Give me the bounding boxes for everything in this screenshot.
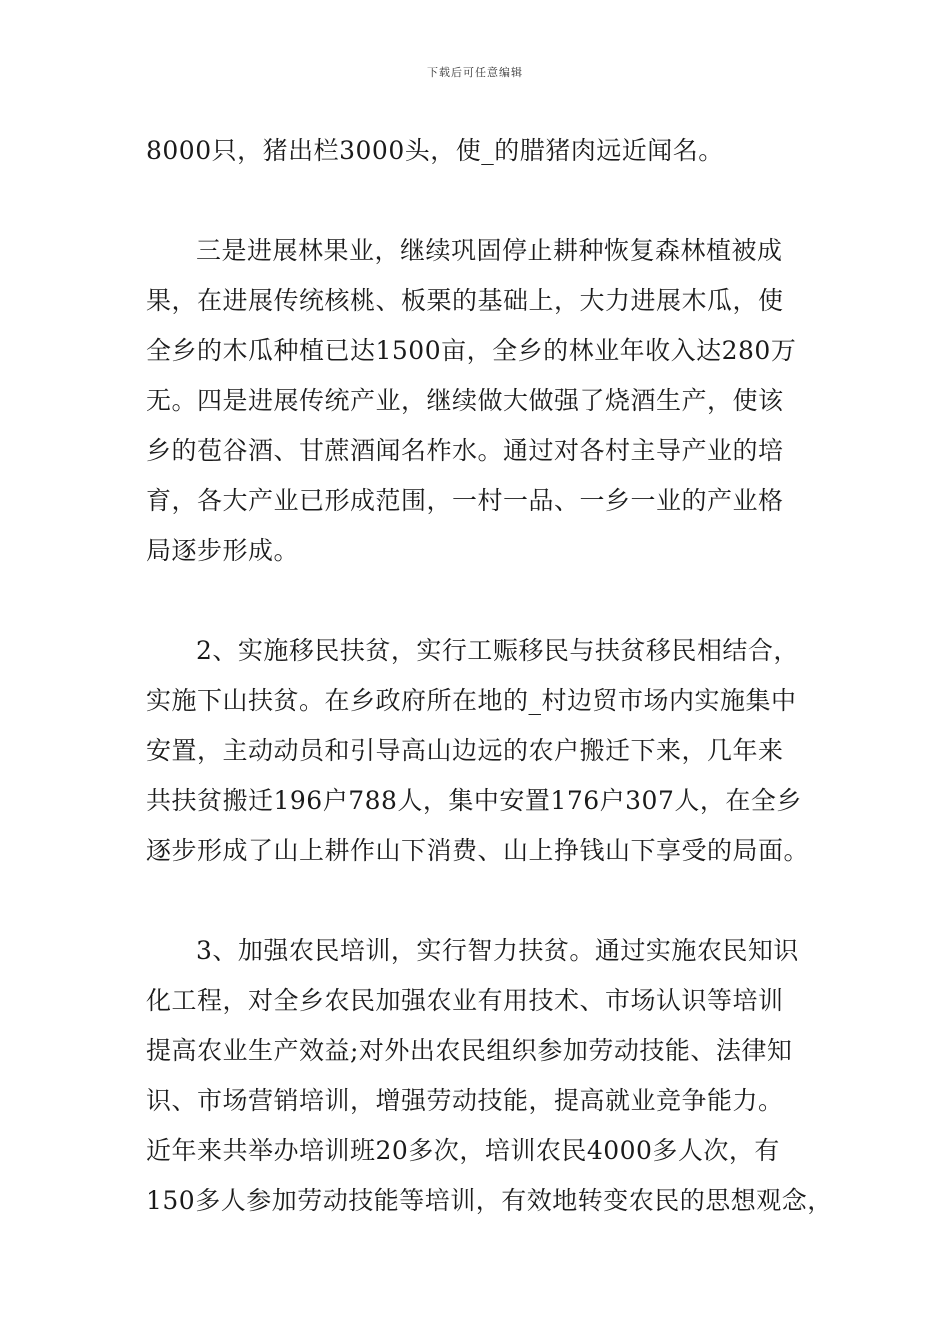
paragraph-training-line-2: 化工程，对全乡农民加强农业有用技术、市场认识等培训 [146, 986, 784, 1015]
paragraph-forestry-line-6: 育，各大产业已形成范围，一村一品、一乡一业的产业格 [146, 486, 784, 515]
paragraph-training-line-6: 150多人参加劳动技能等培训，有效地转变农民的思想观念， [146, 1186, 833, 1215]
paragraph-forestry-line-1: 三是进展林果业，继续巩固停止耕种恢复森林植被成 [196, 236, 783, 265]
paragraph-training-line-5: 近年来共举办培训班20多次，培训农民4000多人次，有 [146, 1136, 780, 1165]
paragraph-forestry-line-4: 无。四是进展传统产业，继续做大做强了烧酒生产，使该 [146, 386, 784, 415]
paragraph-forestry-line-5: 乡的苞谷酒、甘蔗酒闻名柞水。通过对各村主导产业的培 [146, 436, 784, 465]
paragraph-training-line-1: 3、加强农民培训，实行智力扶贫。通过实施农民知识 [196, 936, 799, 965]
page-header: 下载后可任意编辑 [427, 66, 523, 79]
paragraph-relocation-line-2: 实施下山扶贫。在乡政府所在地的_村边贸市场内实施集中 [146, 686, 797, 715]
paragraph-relocation-line-4: 共扶贫搬迁196户788人，集中安置176户307人，在全乡 [146, 786, 802, 815]
paragraph-relocation-line-5: 逐步形成了山上耕作山下消费、山上挣钱山下享受的局面。 [146, 836, 810, 865]
paragraph-training-line-4: 识、市场营销培训，增强劳动技能，提高就业竞争能力。 [146, 1086, 784, 1115]
paragraph-relocation-line-1: 2、实施移民扶贫，实行工赈移民与扶贫移民相结合， [196, 636, 799, 665]
paragraph-relocation-line-3: 安置，主动动员和引导高山边远的农户搬迁下来，几年来 [146, 736, 784, 765]
paragraph-forestry-line-7: 局逐步形成。 [146, 536, 300, 565]
text-line-1: 8000只，猪出栏3000头，使_的腊猪肉远近闻名。 [146, 136, 724, 165]
paragraph-forestry-line-2: 果，在进展传统核桃、板栗的基础上，大力进展木瓜，使 [146, 286, 784, 315]
paragraph-forestry-line-3: 全乡的木瓜种植已达1500亩，全乡的林业年收入达280万 [146, 336, 797, 365]
paragraph-training-line-3: 提高农业生产效益;对外出农民组织参加劳动技能、法律知 [146, 1036, 793, 1065]
